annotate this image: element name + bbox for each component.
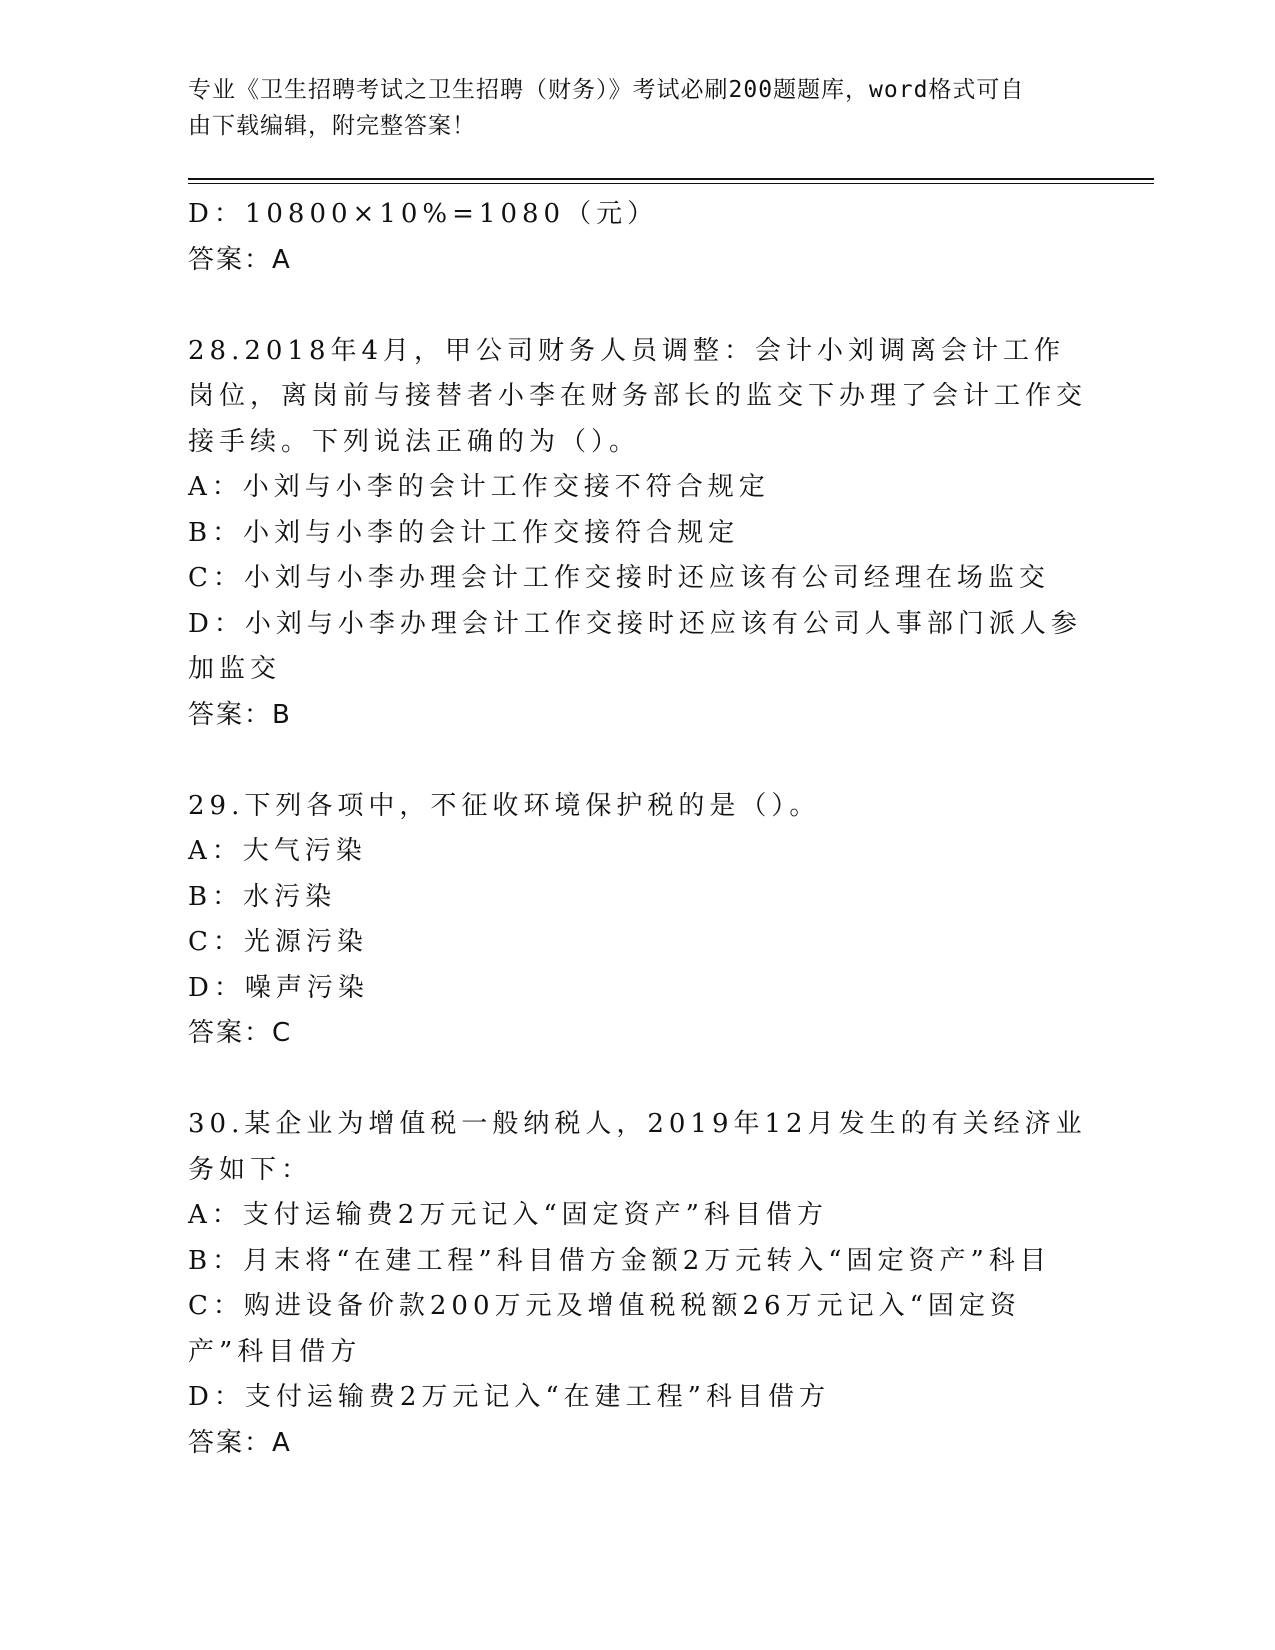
question-stem: 30.某企业为增值税一般纳税人，2019年12月发生的有关经济业务如下：: [188, 1109, 1087, 1185]
option-a: A：小刘与小李的会计工作交接不符合规定: [188, 472, 770, 502]
option-d: D：噪声污染: [188, 972, 369, 1003]
option-c: C：购进设备价款200万元及增值税税额26万元记入“固定资产”科目借方: [188, 1291, 1021, 1367]
answer-label: 答案：C: [188, 1018, 293, 1048]
answer-label: 答案：B: [188, 699, 292, 730]
header-divider-thin: [188, 183, 1154, 184]
answer-label: 答案：A: [188, 1427, 292, 1458]
option-c: C：光源污染: [188, 927, 368, 957]
option-d: D：小刘与小李办理会计工作交接时还应该有公司人事部门派人参加监交: [188, 608, 1082, 684]
question-27-tail: [188, 192, 1088, 283]
option-a: A：大气污染: [188, 836, 367, 866]
question-stem: 28.2018年4月，甲公司财务人员调整：会计小刘调离会计工作岗位，离岗前与接替者小李在财务部长的监交下办理了会计工作交接手续。下列说法正确的为（）。: [188, 335, 1088, 457]
header-divider-thick: [188, 178, 1154, 180]
question-stem: 29.下列各项中，不征收环境保护税的是（）。: [188, 790, 821, 821]
spacer: [188, 738, 1088, 784]
option-d: D：10800×10%=1080（元）: [188, 199, 659, 229]
spacer: [188, 283, 1088, 329]
option-d: D：支付运输费2万元记入“在建工程”科目借方: [188, 1382, 830, 1412]
question-29: [188, 784, 1088, 1057]
document-header: [188, 72, 1088, 144]
question-28: [188, 329, 1088, 739]
option-c: C：小刘与小李办理会计工作交接时还应该有公司经理在场监交: [188, 563, 1050, 593]
option-a: A：支付运输费2万元记入“固定资产”科目借方: [188, 1200, 828, 1230]
option-b: B：月末将“在建工程”科目借方金额2万元转入“固定资产”科目: [188, 1245, 1051, 1276]
option-b: B：小刘与小李的会计工作交接符合规定: [188, 517, 740, 548]
spacer: [188, 1057, 1088, 1103]
header-line-1: 专业《卫生招聘考试之卫生招聘（财务）》考试必刷200题题库，word格式可自: [188, 77, 1025, 103]
question-30: [188, 1102, 1088, 1466]
answer-label: 答案：A: [188, 244, 292, 275]
option-b: B：水污染: [188, 881, 337, 912]
document-body: [188, 192, 1088, 1466]
header-line-2: 由下载编辑，附完整答案！: [188, 113, 476, 139]
